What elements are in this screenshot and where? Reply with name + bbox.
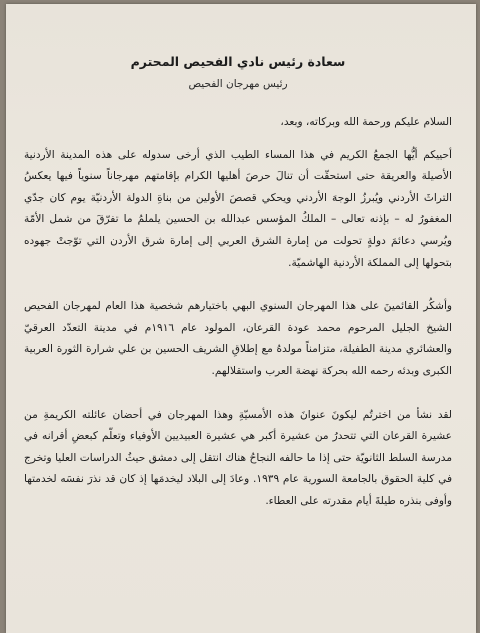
letter-heading: سعادة رئيس نادي الفحيص المحترم [130,54,346,69]
paragraph-greeting: أحييكم أيُّها الجمعُ الكريم في هذا المساء الطيب الذي أرخى سدوله على هذه المدينة الأردنية الأصيلة والعريقة حتى استحقّت أن تنالَ حرصَ أهليها الكرام بإقامتهم مهرجاناً سنوياً فيها يعكسُ التراثَ الأردني ويُبرزُ الوجهَ الأردني ويحكي قصصَ الأولين من بناةِ الدولة الأردنيّة يوم كان جدّي المغفورُ له – بإذنه تعالى – الملكُ المؤسس عبدالله بن الحسين يلملمُ ما تفرّقَ من شمل الأمّة ويُرسي دعائمَ دولةٍ تحولت من إمارة الشرق العربي إلى إمارة شرق الأردن التي توّجتْ جهوده بتحولها إلى المملكة الأردنية الهاشميّة. [24,148,452,269]
letter-subheading: رئيس مهرجان الفحيص [188,78,288,90]
letter-content [24,4,452,633]
paragraph-thanks: وأشكُر القائمينَ على هذا المهرجان السنوي البهي باختيارهم شخصية هذا العام لمهرجان الفحيص الشيخ الجليل المرحوم محمد عودة القرعان، المولود عام ١٩١٦م في مدينة التعدّد العرقيّ والعشائري مدينة الطفيلة، متزامناً مولدهُ مع إطلاقِ الشريف الحسين بن علي شرارة الثورة العربية الكبرى وبدئه رحمه الله بحركة نهضة العرب واستقلالهم. [24,300,452,377]
letter-page [6,4,476,633]
salutation: السلام عليكم ورحمة الله وبركاته، وبعد، [280,116,452,128]
paragraph-biography: لقد نشأ من اخترتُم ليكونَ عنوانَ هذه الأمسيّةِ وهذا المهرجان في أحضان عائلته الكريمةِ من عشيرة القرعان التي تتحدرُ من عشيرة أكبر هي عشيرة العبيديين الأوفياء وتعلّم كبعضِ أقرانه في مدرسة السلط الثانويّة حتى إذا ما حالفه النجاحُ هناك انتقل إلى دمشق حيثُ الدراسات العليا وتخرج في كلية الحقوق بالجامعة السورية عام ١٩٣٩. وعادَ إلى البلاد ليخدمَها إذ كان قد نذرَ نفسَه لخدمتها وأوفى بنذره طيلةَ أيام مقدرته على العطاء. [24,408,453,507]
paragraph-spacer [24,274,452,296]
letter-body [24,112,452,513]
paragraph-spacer [24,383,452,405]
